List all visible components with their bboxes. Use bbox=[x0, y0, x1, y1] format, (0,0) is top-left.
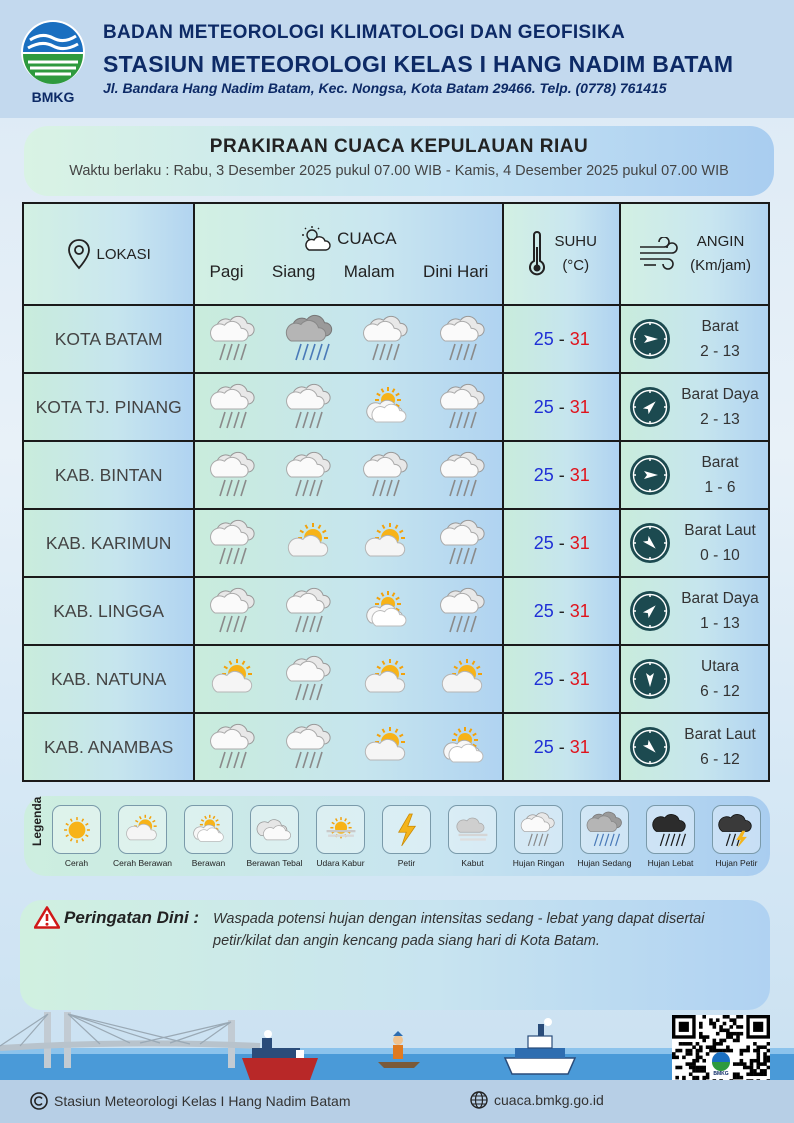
validity-period: Waktu berlaku : Rabu, 3 Desember 2025 pukul 07.00 WIB - Kamis, 4 Desember 2025 pukul 07.00 WIB bbox=[69, 163, 729, 179]
legend-icon-box bbox=[382, 805, 431, 854]
temp-min: 25 bbox=[533, 464, 554, 485]
hujan-ringan-icon bbox=[362, 450, 412, 500]
berawan-icon bbox=[362, 382, 412, 432]
weather-cell bbox=[194, 577, 503, 645]
location-pin-icon bbox=[67, 238, 91, 270]
footer bbox=[0, 1080, 794, 1123]
hujan-ringan-icon bbox=[209, 518, 259, 568]
wind-speed: 1 - 6 bbox=[704, 479, 736, 496]
legend-item bbox=[52, 805, 101, 868]
temp-max: 31 bbox=[569, 668, 590, 689]
agency-name: BADAN METEOROLOGI KLIMATOLOGI DAN GEOFISIKA bbox=[103, 22, 626, 43]
wind-direction: Barat Daya bbox=[681, 386, 759, 403]
wind-speed: 1 - 13 bbox=[700, 615, 740, 632]
legend-icon-box bbox=[52, 805, 101, 854]
header-angin-label: ANGIN bbox=[696, 233, 745, 250]
temperature-cell bbox=[503, 577, 620, 645]
table-row bbox=[23, 509, 769, 577]
hujan-ringan-icon bbox=[439, 382, 489, 432]
header-angin bbox=[620, 203, 769, 305]
legend-label: Kabut bbox=[461, 858, 484, 868]
wind-speed: 2 - 13 bbox=[700, 411, 740, 428]
location-name: KAB. ANAMBAS bbox=[43, 736, 174, 757]
berawan-icon bbox=[190, 811, 228, 849]
location-cell bbox=[23, 305, 194, 373]
legend-icon-box bbox=[448, 805, 497, 854]
location-name: KOTA BATAM bbox=[54, 328, 163, 349]
wind-direction: Barat bbox=[701, 454, 739, 471]
legend-label: Berawan bbox=[191, 858, 226, 868]
hujan-ringan-icon bbox=[285, 654, 335, 704]
title-panel bbox=[24, 126, 774, 196]
globe-icon bbox=[470, 1091, 488, 1109]
header-suhu-label: SUHU bbox=[554, 233, 597, 250]
temp-max: 31 bbox=[569, 396, 590, 417]
hujan-ringan-icon bbox=[439, 314, 489, 364]
hujan-ringan-icon bbox=[362, 314, 412, 364]
wind-cell bbox=[620, 373, 769, 441]
hujan-ringan-icon bbox=[209, 450, 259, 500]
legend-label: Cerah Berawan bbox=[112, 858, 173, 868]
table-row bbox=[23, 441, 769, 509]
location-name: KOTA TJ. PINANG bbox=[35, 396, 182, 417]
qr-center-text: BMKG bbox=[713, 1071, 729, 1077]
hujan-ringan-icon bbox=[520, 811, 558, 849]
hujan-petir-icon bbox=[718, 811, 756, 849]
temperature-cell bbox=[503, 373, 620, 441]
wind-speed: 2 - 13 bbox=[700, 343, 740, 360]
table-row bbox=[23, 577, 769, 645]
wind-direction-compass-icon bbox=[629, 454, 671, 496]
temp-min: 25 bbox=[533, 532, 554, 553]
hujan-ringan-icon bbox=[439, 518, 489, 568]
hujan-ringan-icon bbox=[209, 586, 259, 636]
footer-copyright bbox=[30, 1092, 350, 1110]
legend-items bbox=[52, 805, 761, 868]
weather-cell bbox=[194, 373, 503, 441]
location-cell bbox=[23, 441, 194, 509]
wind-cell bbox=[620, 441, 769, 509]
location-name: KAB. KARIMUN bbox=[45, 532, 172, 553]
legend-item bbox=[646, 805, 695, 868]
legend-icon-box bbox=[184, 805, 233, 854]
weather-cell bbox=[194, 645, 503, 713]
location-name: KAB. BINTAN bbox=[54, 464, 163, 485]
temp-max: 31 bbox=[569, 464, 590, 485]
station-address: Jl. Bandara Hang Nadim Batam, Kec. Nongsa, Kota Batam 29466. Telp. (0778) 761415 bbox=[103, 80, 667, 96]
temp-max: 31 bbox=[569, 328, 590, 349]
header-cuaca bbox=[194, 203, 503, 305]
wind-cell bbox=[620, 645, 769, 713]
wind-direction: Barat Daya bbox=[681, 590, 759, 607]
legend-label: Cerah bbox=[64, 858, 89, 868]
temp-min: 25 bbox=[533, 328, 554, 349]
wind-direction: Utara bbox=[701, 658, 739, 675]
hujan-ringan-icon bbox=[209, 314, 259, 364]
berawan-tebal-icon bbox=[256, 811, 294, 849]
wind-cell bbox=[620, 713, 769, 781]
temp-max: 31 bbox=[569, 532, 590, 553]
wind-speed: 0 - 10 bbox=[700, 547, 740, 564]
cerah-icon bbox=[58, 811, 96, 849]
legend-icon-box bbox=[316, 805, 365, 854]
legend-label: Hujan Petir bbox=[715, 858, 758, 868]
temp-separator: - bbox=[553, 328, 570, 349]
header-lokasi bbox=[23, 203, 194, 305]
legend-icon-box bbox=[712, 805, 761, 854]
footer-website-link[interactable]: cuaca.bmkg.go.id bbox=[494, 1092, 604, 1108]
legend-label: Udara Kabur bbox=[316, 858, 365, 868]
time-of-day-labels bbox=[195, 262, 502, 282]
wind-direction-compass-icon bbox=[629, 726, 671, 768]
logo-text: BMKG bbox=[31, 89, 75, 104]
temperature-cell bbox=[503, 305, 620, 373]
hujan-ringan-icon bbox=[285, 722, 335, 772]
header-cuaca-label: CUACA bbox=[337, 229, 397, 248]
temp-separator: - bbox=[553, 532, 570, 553]
wind-direction: Barat Laut bbox=[684, 726, 756, 743]
temp-separator: - bbox=[553, 668, 570, 689]
legend-item bbox=[448, 805, 497, 868]
temperature-cell bbox=[503, 645, 620, 713]
location-name: KAB. LINGGA bbox=[53, 600, 165, 621]
legend-item bbox=[712, 805, 761, 868]
cerah-berawan-icon bbox=[362, 654, 412, 704]
hujan-ringan-icon bbox=[439, 450, 489, 500]
footer-website[interactable] bbox=[470, 1091, 604, 1109]
forecast-table-body bbox=[23, 305, 769, 781]
legend-label: Berawan Tebal bbox=[246, 858, 303, 868]
location-name: KAB. NATUNA bbox=[50, 668, 167, 689]
header-suhu bbox=[503, 203, 620, 305]
header-lokasi-label: LOKASI bbox=[96, 245, 151, 263]
legend-icon-box bbox=[580, 805, 629, 854]
legend-icon-box bbox=[514, 805, 563, 854]
udara-kabur-icon bbox=[322, 811, 360, 849]
temp-separator: - bbox=[553, 396, 570, 417]
wind-direction: Barat Laut bbox=[684, 522, 756, 539]
location-cell bbox=[23, 577, 194, 645]
hujan-ringan-icon bbox=[285, 450, 335, 500]
temp-min: 25 bbox=[533, 600, 554, 621]
hujan-ringan-icon bbox=[439, 586, 489, 636]
temp-max: 31 bbox=[569, 600, 590, 621]
legend-icon-box bbox=[118, 805, 167, 854]
table-row bbox=[23, 305, 769, 373]
warning-triangle-icon bbox=[34, 906, 60, 929]
legend-icon-box bbox=[646, 805, 695, 854]
station-name: STASIUN METEOROLOGI KELAS I HANG NADIM BATAM bbox=[103, 51, 734, 77]
cerah-berawan-icon bbox=[362, 518, 412, 568]
petir-icon bbox=[388, 811, 426, 849]
legend-item bbox=[577, 805, 632, 868]
table-row bbox=[23, 645, 769, 713]
early-warning-panel bbox=[20, 900, 770, 1010]
temp-min: 25 bbox=[533, 668, 554, 689]
header-time-dini-hari: Dini Hari bbox=[423, 262, 489, 281]
legend-item bbox=[316, 805, 365, 868]
legend-label: Petir bbox=[397, 858, 416, 868]
cerah-berawan-icon bbox=[285, 518, 335, 568]
hujan-sedang-icon bbox=[285, 314, 335, 364]
table-header-row bbox=[23, 203, 769, 305]
weather-cell bbox=[194, 441, 503, 509]
temperature-cell bbox=[503, 713, 620, 781]
wind-direction-compass-icon bbox=[629, 590, 671, 632]
temp-min: 25 bbox=[533, 736, 554, 757]
wind-speed: 6 - 12 bbox=[700, 751, 740, 768]
wind-direction: Barat bbox=[701, 318, 739, 335]
wind-cell bbox=[620, 577, 769, 645]
weather-cell bbox=[194, 305, 503, 373]
bmkg-logo bbox=[20, 18, 86, 104]
wind-icon bbox=[638, 237, 682, 271]
temperature-cell bbox=[503, 509, 620, 577]
weather-cell bbox=[194, 713, 503, 781]
temp-max: 31 bbox=[569, 736, 590, 757]
header-time-pagi: Pagi bbox=[209, 262, 244, 281]
kabut-icon bbox=[454, 811, 492, 849]
location-cell bbox=[23, 645, 194, 713]
location-cell bbox=[23, 713, 194, 781]
wind-direction-compass-icon bbox=[629, 386, 671, 428]
forecast-table bbox=[22, 202, 770, 782]
hujan-sedang-icon bbox=[586, 811, 624, 849]
temp-min: 25 bbox=[533, 396, 554, 417]
hujan-ringan-icon bbox=[209, 722, 259, 772]
header-suhu-unit: (°C) bbox=[562, 257, 590, 274]
wind-direction-compass-icon bbox=[629, 318, 671, 360]
cerah-berawan-icon bbox=[439, 654, 489, 704]
wind-direction-compass-icon bbox=[629, 658, 671, 700]
legend-panel bbox=[24, 796, 770, 876]
hujan-ringan-icon bbox=[285, 586, 335, 636]
table-row bbox=[23, 373, 769, 441]
page-title: PRAKIRAAN CUACA KEPULAUAN RIAU bbox=[209, 136, 589, 157]
legend-item bbox=[246, 805, 303, 868]
partly-cloudy-icon bbox=[301, 226, 331, 252]
copyright-icon bbox=[30, 1092, 48, 1110]
cerah-berawan-icon bbox=[362, 722, 412, 772]
hujan-ringan-icon bbox=[209, 382, 259, 432]
ship-illustration bbox=[505, 1018, 575, 1074]
warning-text: Waspada potensi hujan dengan intensitas sedang - lebat yang dapat disertai petir/kilat dan angin kencang pada siang hari di Kota Batam. bbox=[213, 911, 705, 949]
temperature-cell bbox=[503, 441, 620, 509]
header-time-siang: Siang bbox=[271, 262, 316, 281]
temp-separator: - bbox=[553, 600, 570, 621]
table-row bbox=[23, 713, 769, 781]
location-cell bbox=[23, 509, 194, 577]
header-banner bbox=[0, 0, 794, 118]
header-time-malam: Malam bbox=[343, 262, 395, 281]
footer-station-name: Stasiun Meteorologi Kelas I Hang Nadim Batam bbox=[54, 1093, 351, 1109]
berawan-icon bbox=[439, 722, 489, 772]
cerah-berawan-icon bbox=[209, 654, 259, 704]
warning-title: Peringatan Dini : bbox=[64, 907, 200, 927]
wind-speed: 6 - 12 bbox=[700, 683, 740, 700]
warning-heading bbox=[34, 906, 199, 929]
legend-item bbox=[382, 805, 431, 868]
header-angin-unit: (Km/jam) bbox=[690, 257, 751, 274]
legend-label: Hujan Lebat bbox=[647, 858, 694, 868]
temp-separator: - bbox=[553, 464, 570, 485]
hujan-lebat-icon bbox=[652, 811, 690, 849]
thermometer-icon bbox=[526, 231, 548, 277]
location-cell bbox=[23, 373, 194, 441]
legend-item bbox=[514, 805, 563, 868]
temp-separator: - bbox=[553, 736, 570, 757]
legend-icon-box bbox=[250, 805, 299, 854]
legend-item bbox=[112, 805, 173, 868]
wind-cell bbox=[620, 305, 769, 373]
wind-direction-compass-icon bbox=[629, 522, 671, 564]
legend-label: Hujan Ringan bbox=[512, 858, 565, 868]
legend-item bbox=[184, 805, 233, 868]
wind-cell bbox=[620, 509, 769, 577]
berawan-icon bbox=[362, 586, 412, 636]
weather-cell bbox=[194, 509, 503, 577]
cerah-berawan-icon bbox=[124, 811, 162, 849]
legend-title: Legenda bbox=[30, 796, 44, 846]
legend-label: Hujan Sedang bbox=[577, 858, 632, 868]
hujan-ringan-icon bbox=[285, 382, 335, 432]
